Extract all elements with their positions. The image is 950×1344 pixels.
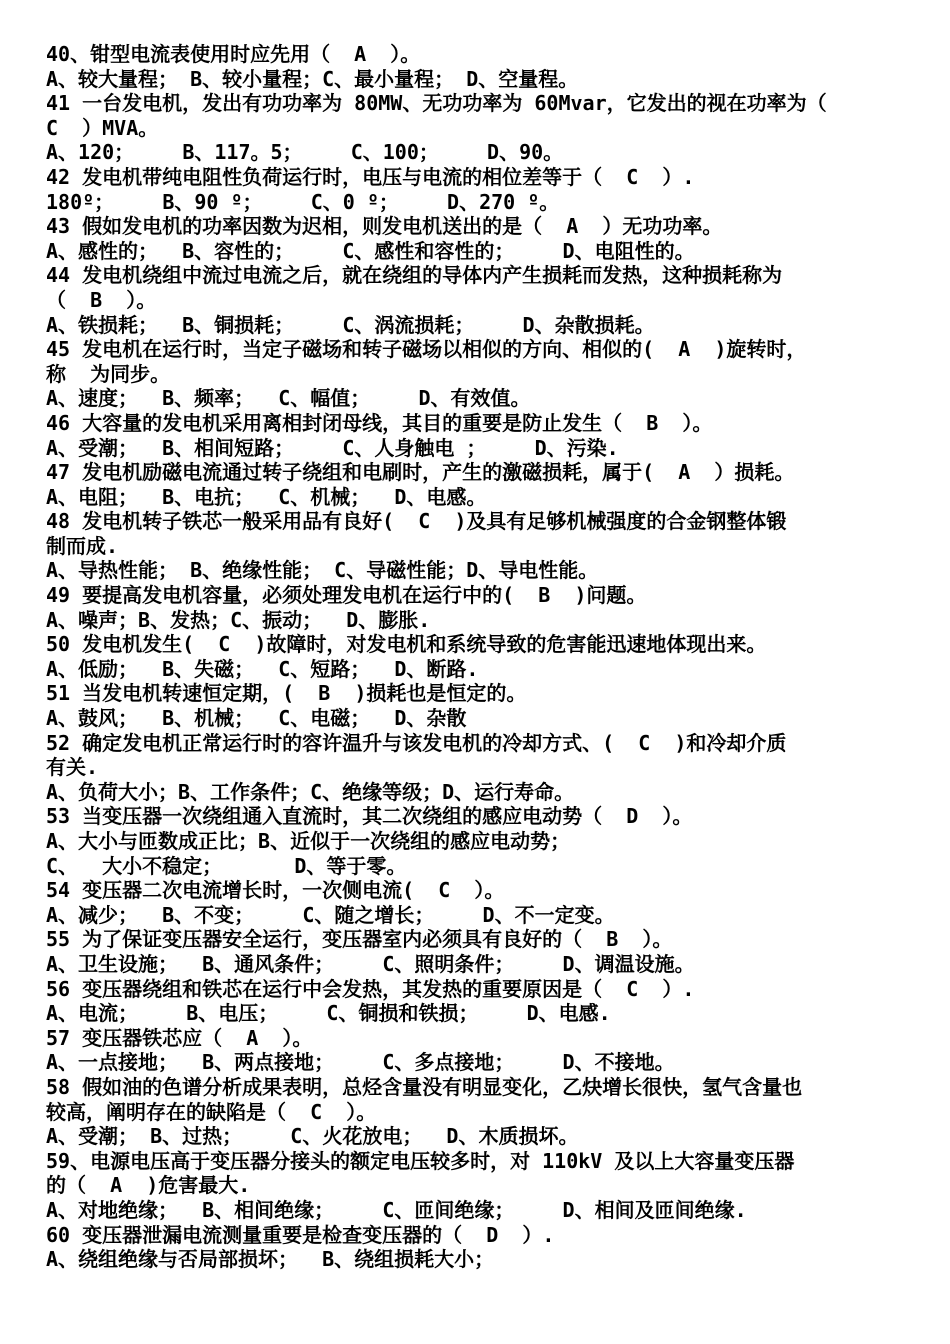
text-line: A、减少； B、不变； C、随之增长； D、不一定变。 bbox=[46, 902, 615, 927]
text-line: 的（ A )危害最大. bbox=[46, 1173, 251, 1198]
text-line: 56 变压器绕组和铁芯在运行中会发热，其发热的重要原因是（ C ）. bbox=[46, 976, 695, 1001]
text-line: A、速度； B、频率； C、幅值； D、有效值。 bbox=[46, 386, 531, 411]
text-line: 53 当变压器一次绕组通入直流时，其二次绕组的感应电动势（ D ）。 bbox=[46, 804, 693, 829]
text-line: 52 确定发电机正常运行时的容许温升与该发电机的冷却方式、( C )和冷却介质 bbox=[46, 730, 787, 755]
text-line: A、电阻； B、电抗； C、机械； D、电感。 bbox=[46, 484, 487, 509]
text-line: 46 大容量的发电机采用离相封闭母线，其目的重要是防止发生（ B ）。 bbox=[46, 410, 713, 435]
text-line: 有关. bbox=[46, 755, 99, 780]
text-line: 49 要提高发电机容量，必须处理发电机在运行中的( B )问题。 bbox=[46, 583, 647, 608]
text-line: A、噪声；B、发热；C、振动； D、膨胀. bbox=[46, 607, 431, 632]
text-line: A、一点接地； B、两点接地； C、多点接地； D、不接地。 bbox=[46, 1050, 675, 1075]
text-line: 55 为了保证变压器安全运行，变压器室内必须具有良好的（ B ）。 bbox=[46, 927, 673, 952]
text-line: 47 发电机励磁电流通过转子绕组和电刷时，产生的激磁损耗，属于( A ）损耗。 bbox=[46, 460, 795, 485]
text-line: A、受潮； B、相间短路； C、人身触电 ； D、污染. bbox=[46, 435, 619, 460]
text-line: C、 大小不稳定； D、等于零。 bbox=[46, 853, 407, 878]
text-line: 43 假如发电机的功率因数为迟相，则发电机送出的是（ A ）无功功率。 bbox=[46, 214, 723, 239]
document-page bbox=[46, 42, 912, 1272]
text-line: A、对地绝缘； B、相间绝缘； C、匝间绝缘； D、相间及匝间绝缘. bbox=[46, 1197, 747, 1222]
text-line: 44 发电机绕组中流过电流之后，就在绕组的导体内产生损耗而发热，这种损耗称为 bbox=[46, 263, 783, 288]
text-line: A、120； B、117。5； C、100； D、90。 bbox=[46, 140, 564, 165]
text-line: 50 发电机发生( C )故障时，对发电机和系统导致的危害能迅速地体现出来。 bbox=[46, 632, 767, 657]
text-line: 48 发电机转子铁芯一般采用品有良好( C )及具有足够机械强度的合金钢整体锻 bbox=[46, 509, 787, 534]
text-line: A、鼓风； B、机械； C、电磁； D、杂散 bbox=[46, 706, 467, 731]
text-line: 60 变压器泄漏电流测量重要是检查变压器的（ D ）. bbox=[46, 1222, 555, 1247]
text-line: 51 当发电机转速恒定期，( B )损耗也是恒定的。 bbox=[46, 681, 527, 706]
text-line: A、低励； B、失磁； C、短路； D、断路. bbox=[46, 656, 479, 681]
text-line: A、感性的； B、容性的； C、感性和容性的； D、电阻性的。 bbox=[46, 238, 695, 263]
text-line: 制而成. bbox=[46, 533, 119, 558]
text-line: A、受潮； B、过热； C、火花放电； D、木质损坏。 bbox=[46, 1124, 579, 1149]
text-line: 称 为同步。 bbox=[46, 361, 171, 386]
text-line: 40、钳型电流表使用时应先用（ A ）。 bbox=[46, 42, 421, 66]
text-line: 58 假如油的色谱分析成果表明，总烃含量没有明显变化，乙炔增长很快，氢气含量也 bbox=[46, 1074, 803, 1099]
text-line: 41 一台发电机，发出有功功率为 80MW、无功功率为 60Mvar，它发出的视在功率为（ bbox=[46, 91, 827, 116]
text-line: 45 发电机在运行时，当定子磁场和转子磁场以相似的方向、相似的( A )旋转时， bbox=[46, 337, 807, 362]
text-line: A、绕组绝缘与否局部损坏； B、绕组损耗大小； bbox=[46, 1247, 495, 1272]
text-line: A、较大量程； B、较小量程；C、最小量程； D、空量程。 bbox=[46, 66, 579, 91]
text-line: 42 发电机带纯电阻性负荷运行时，电压与电流的相位差等于（ C ）. bbox=[46, 164, 695, 189]
text-line: A、负荷大小；B、工作条件；C、绝缘等级；D、运行寿命。 bbox=[46, 779, 575, 804]
text-line: 180º； B、90 º； C、0 º； D、270 º。 bbox=[46, 189, 560, 214]
text-line: A、导热性能； B、绝缘性能； C、导磁性能；D、导电性能。 bbox=[46, 558, 599, 583]
text-line: C ）MVA。 bbox=[46, 115, 159, 140]
text-line: A、卫生设施； B、通风条件； C、照明条件； D、调温设施。 bbox=[46, 951, 695, 976]
text-line: 54 变压器二次电流增长时，一次侧电流( C ）。 bbox=[46, 878, 505, 903]
text-line: 较高，阐明存在的缺陷是（ C ）。 bbox=[46, 1099, 377, 1124]
text-line: 59、电源电压高于变压器分接头的额定电压较多时，对 110kV 及以上大容量变压器 bbox=[46, 1148, 795, 1173]
text-line: A、大小与匝数成正比；B、近似于一次绕组的感应电动势； bbox=[46, 829, 571, 853]
text-line: A、铁损耗； B、铜损耗； C、涡流损耗； D、杂散损耗。 bbox=[46, 312, 655, 337]
text-line: A、电流； B、电压； C、铜损和铁损； D、电感. bbox=[46, 1001, 611, 1026]
text-line: （ B ）。 bbox=[46, 287, 157, 312]
text-line: 57 变压器铁芯应（ A ）。 bbox=[46, 1025, 313, 1050]
